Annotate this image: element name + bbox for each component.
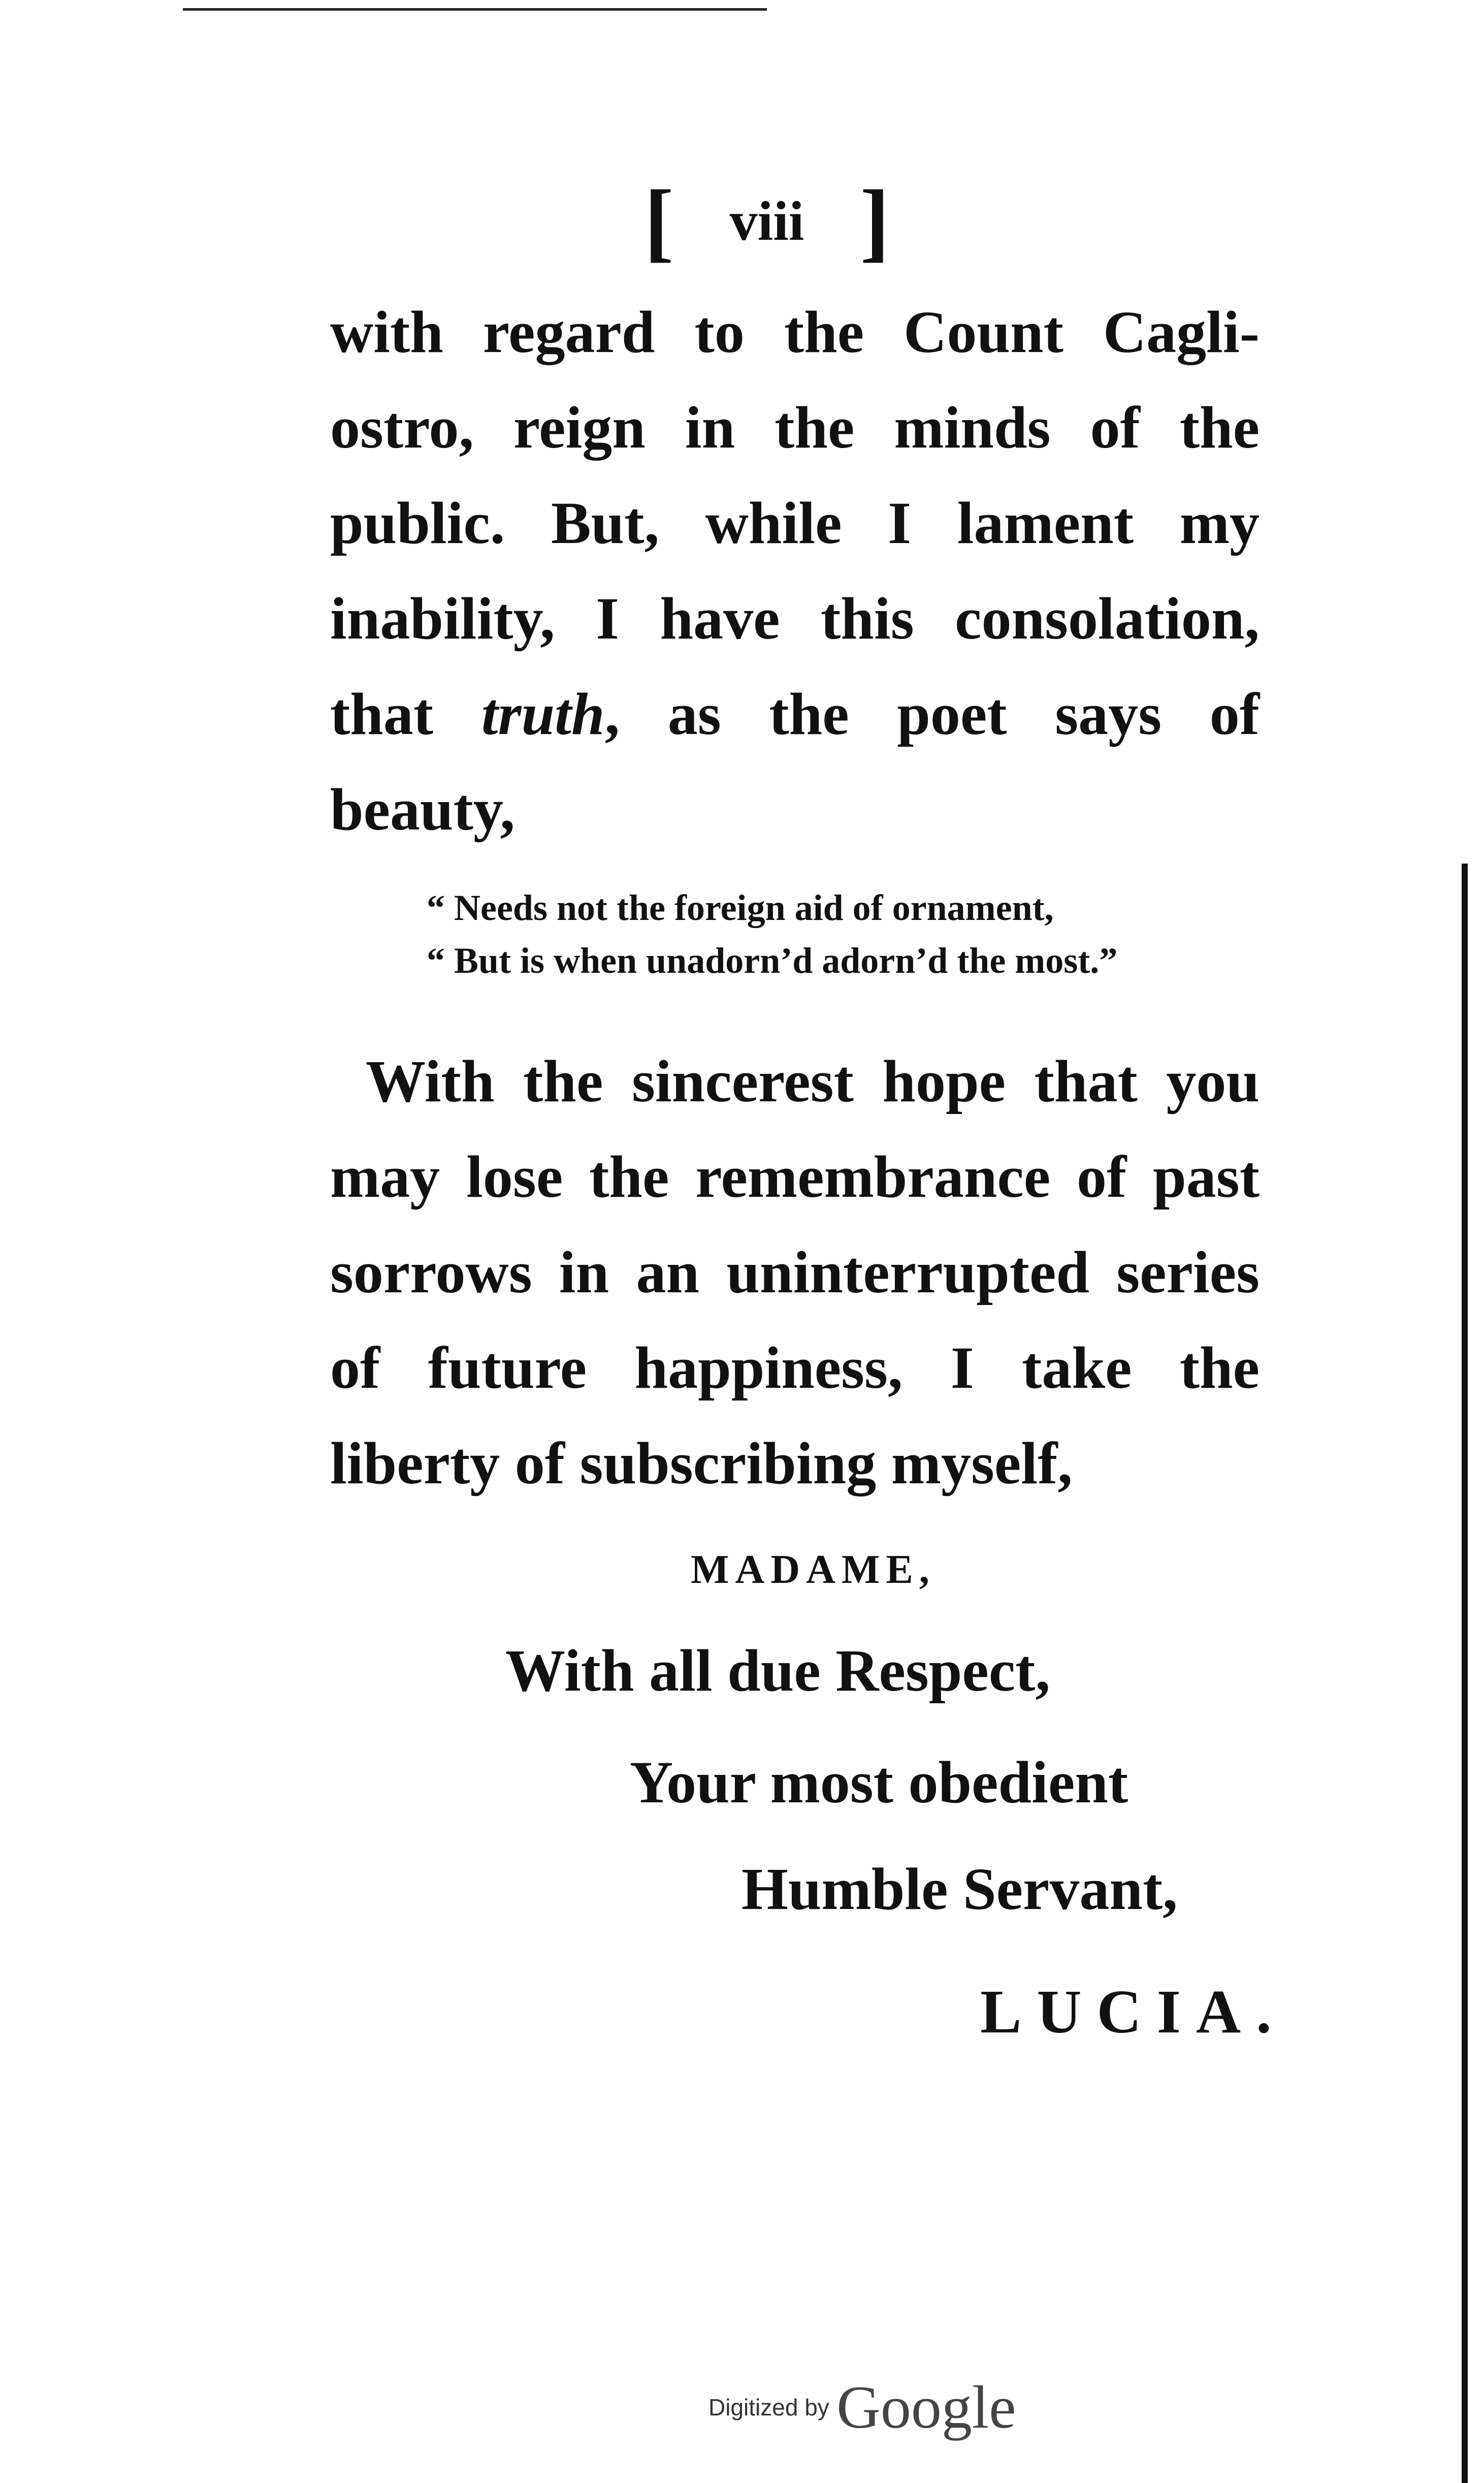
closing-line: With all due Respect, xyxy=(505,1637,1050,1704)
text-line: public. But, while I lament my xyxy=(330,490,1260,556)
text-line: liberty of subscribing myself, xyxy=(330,1430,1073,1497)
text-line: beauty, xyxy=(330,776,515,843)
bracket-close: ] xyxy=(860,171,890,270)
quote-line: “ But is when unadorn’d adorn’d the most.” xyxy=(427,940,1118,981)
bracket-open: [ xyxy=(644,171,674,270)
verse-quotation xyxy=(427,881,1229,987)
google-logo-text: Google xyxy=(836,2373,1016,2441)
paragraph-2 xyxy=(330,1034,1260,1511)
text-line: of future happiness, I take the xyxy=(330,1334,1260,1401)
text-line: inability, I have this consolation, xyxy=(330,585,1260,652)
closing-line: Your most obedient xyxy=(630,1749,1128,1816)
salutation: MADAME, xyxy=(691,1547,935,1592)
text-line: With the sincerest hope that you xyxy=(366,1048,1260,1115)
digitized-watermark xyxy=(708,2372,1016,2442)
text-line: may lose the remembrance of past xyxy=(330,1143,1260,1210)
page-number: viii xyxy=(729,190,804,252)
text-line: sorrows in an uninterrupted series xyxy=(330,1239,1260,1306)
text-line: with regard to the Count Cagli- xyxy=(330,299,1260,365)
italic-word: truth xyxy=(481,681,605,747)
page-header xyxy=(609,168,924,274)
text-fragment: , as the poet says of xyxy=(604,681,1260,747)
text-line xyxy=(330,666,1260,762)
text-fragment: that xyxy=(330,681,434,747)
top-rule xyxy=(183,8,767,11)
signature: LUCIA. xyxy=(980,1978,1287,2046)
digitized-label: Digitized by xyxy=(708,2394,829,2421)
quote-line: “ Needs not the foreign aid of ornament, xyxy=(427,887,1054,928)
closing-line: Humble Servant, xyxy=(741,1856,1178,1922)
paragraph-1 xyxy=(330,284,1260,857)
page-edge-border xyxy=(1462,864,1468,2483)
text-line: ostro, reign in the minds of the xyxy=(330,394,1260,461)
